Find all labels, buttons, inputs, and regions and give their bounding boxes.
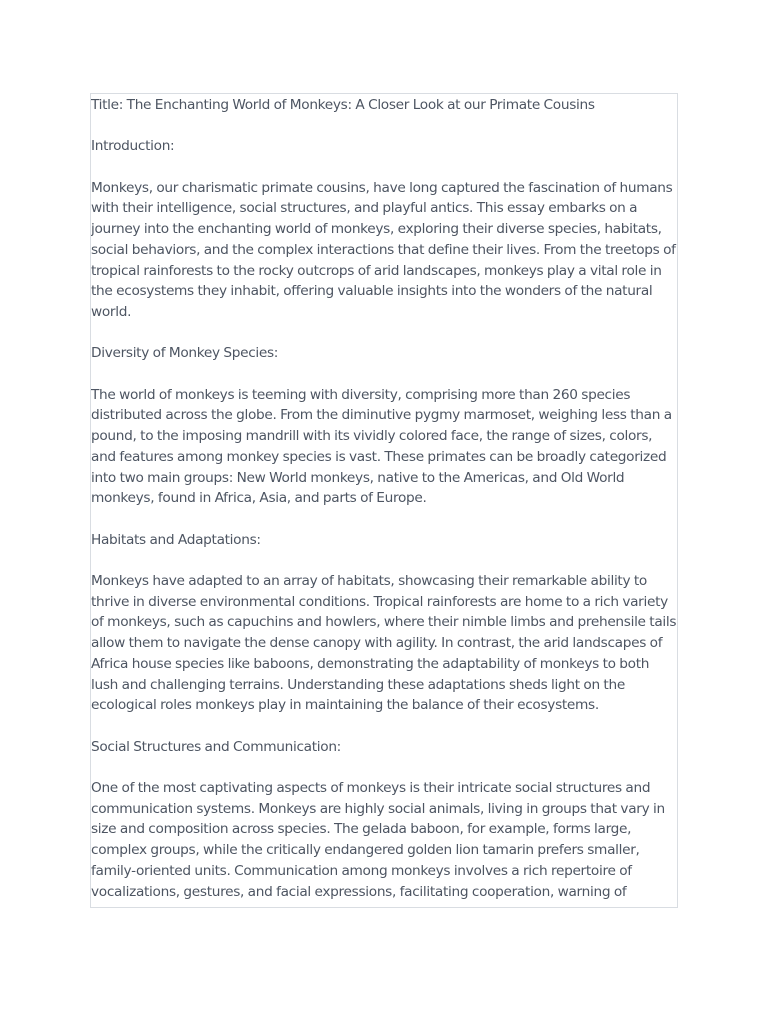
section-heading-social: Social Structures and Communication: <box>91 738 341 755</box>
paragraph-social: One of the most captivating aspects of monkeys is their intricate social structures and communication systems. Monkeys are highly social animals, living in groups that vary in size and composition across species. The gelada baboon, for example, forms large, complex groups, while the critically endangered golden lion tamarin prefers smaller, family-oriented units. Communication among monkeys involves a rich repertoire of vocalizations, gestures, and facial expressions, facilitating cooperation, warning of <box>91 780 665 900</box>
paragraph-diversity: The world of monkeys is teeming with diversity, comprising more than 260 species distributed across the globe. From the diminutive pygmy marmoset, weighing less than a pound, to the imposing mandrill with its vividly colored face, the range of sizes, colors, and features among monkey species is vast. These primates can be broadly categorized into two main groups: New World monkeys, native to the Americas, and Old World monkeys, found in Africa, Asia, and parts of Europe. <box>91 386 672 507</box>
document-title: Title: The Enchanting World of Monkeys: A Closer Look at our Primate Cousins <box>91 97 595 113</box>
section-heading-diversity: Diversity of Monkey Species: <box>91 345 279 362</box>
document-page <box>90 93 678 908</box>
section-heading-habitats: Habitats and Adaptations: <box>91 531 261 548</box>
section-heading-introduction: Introduction: <box>91 138 175 155</box>
paragraph-habitats: Monkeys have adapted to an array of habitats, showcasing their remarkable ability to thrive in diverse environmental conditions. Tropical rainforests are home to a rich variety of monkeys, such as capuchins and howlers, where their nimble limbs and prehensile tails allow them to navigate the dense canopy with agility. In contrast, the arid landscapes of Africa house species like baboons, demonstrating the adaptability of monkeys to both lush and challenging terrains. Understanding these adaptations sheds light on the ecological roles monkeys play in maintaining the balance of their ecosystems. <box>91 573 677 714</box>
paragraph-introduction: Monkeys, our charismatic primate cousins, have long captured the fascination of humans with their intelligence, social structures, and playful antics. This essay embarks on a journey into the enchanting world of monkeys, exploring their diverse species, habitats, social behaviors, and the complex interactions that define their lives. From the treetops of tropical rainforests to the rocky outcrops of arid landscapes, monkeys play a vital role in the ecosystems they inhabit, offering valuable insights into the wonders of the natural world. <box>91 179 676 320</box>
document-body <box>91 94 677 902</box>
